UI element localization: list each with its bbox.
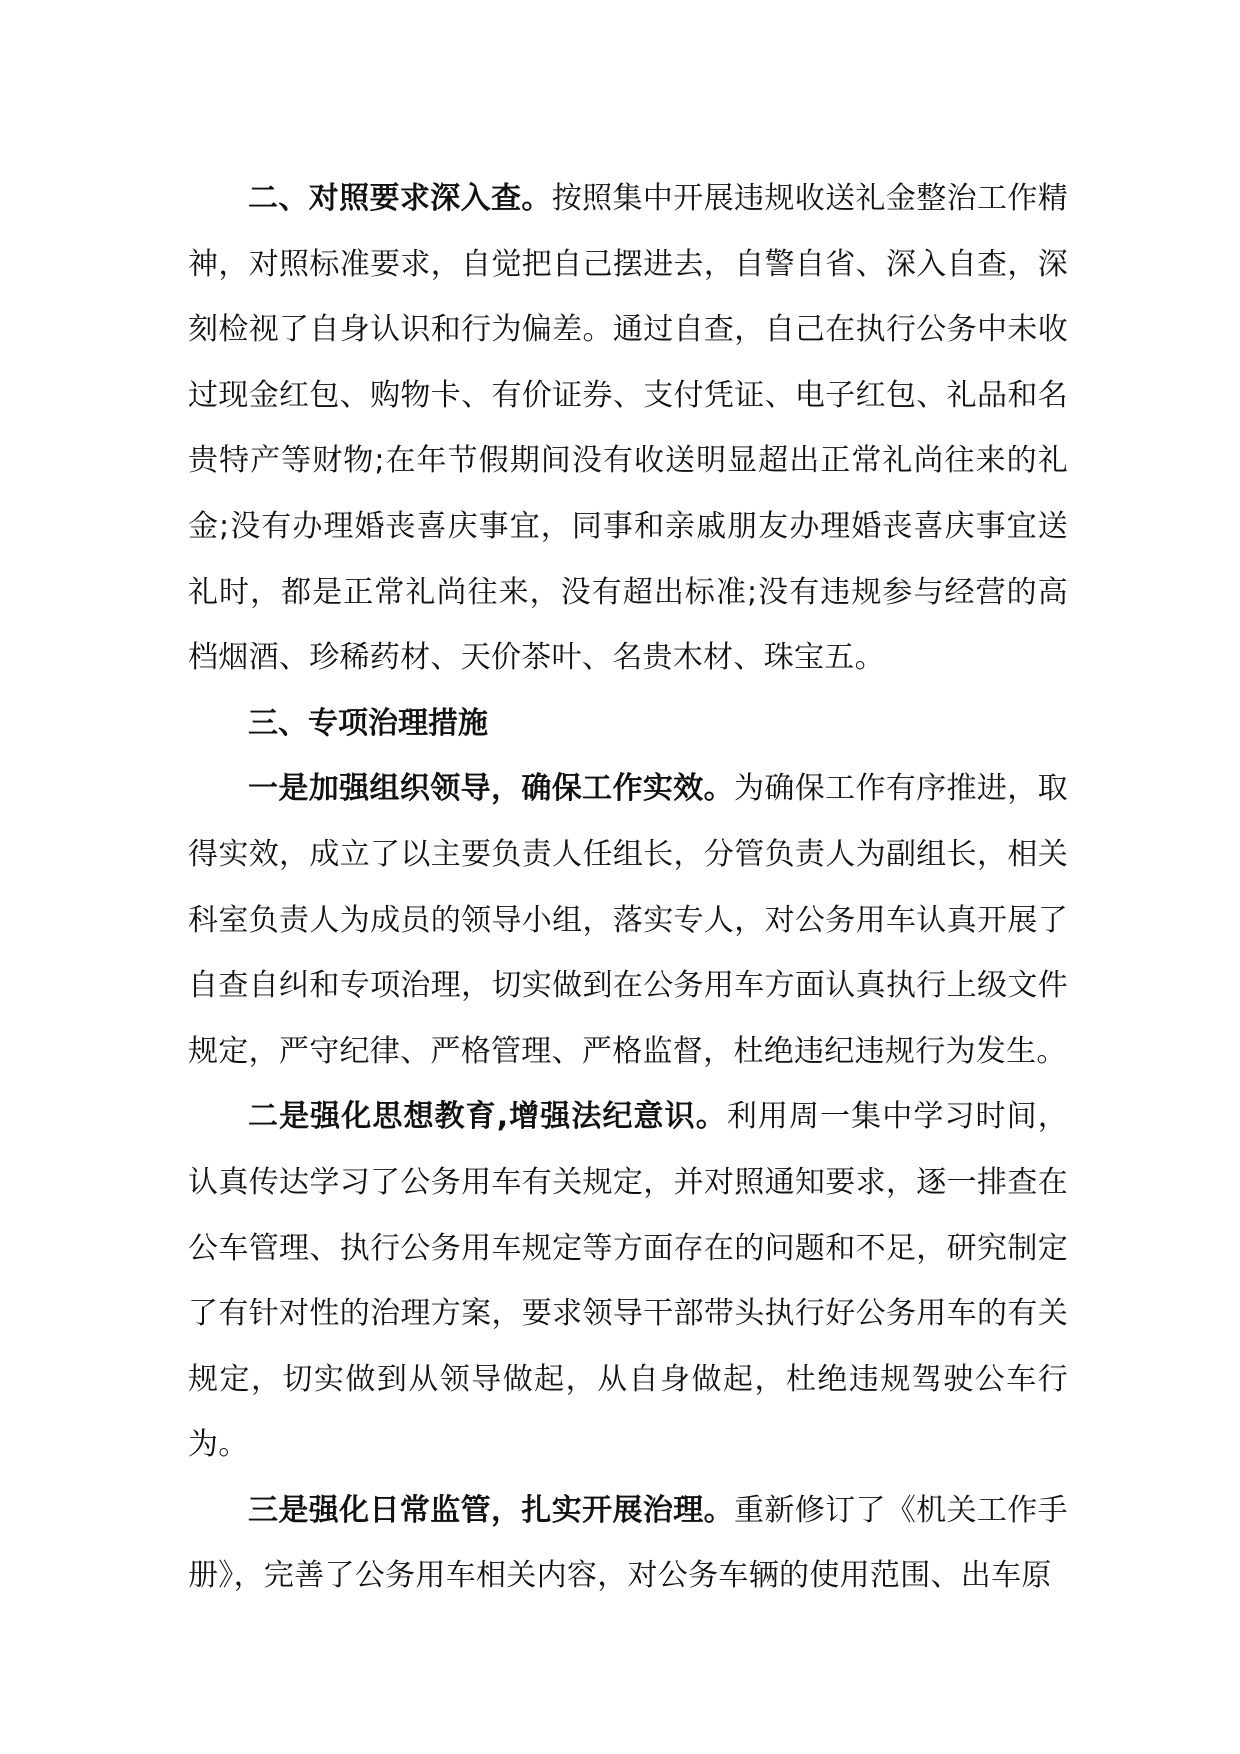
- paragraph-lead: 二、对照要求深入查。: [248, 181, 552, 216]
- paragraph-text: 利用周一集中学习时间，认真传达学习了公务用车有关规定，并对照通知要求，逐一排查在公车管理、执行公务用车规定等方面存在的问题和不足，研究制定了有针对性的治理方案，要求领导干部带头执行好公务用车的有关规定，切实做到从领导做起，从自身做起，杜绝违规驾驶公车行为。: [188, 1099, 1068, 1463]
- paragraph-education: [188, 1084, 1068, 1478]
- document-body: [188, 166, 1068, 1609]
- paragraph-text: 按照集中开展违规收送礼金整治工作精神，对照标准要求，自觉把自己摆进去，自警自省、深入自查，深刻检视了自身认识和行为偏差。通过自查，自己在执行公务中未收过现金红包、购物卡、有价证券、支付凭证、电子红包、礼品和名贵特产等财物;在年节假期间没有收送明显超出正常礼尚往来的礼金;没有办理婚丧喜庆事宜，同事和亲戚朋友办理婚丧喜庆事宜送礼时，都是正常礼尚往来，没有超出标准;没有违规参与经营的高档烟酒、珍稀药材、天价茶叶、名贵木材、珠宝五。: [188, 181, 1068, 676]
- paragraph-lead: 二是强化思想教育,增强法纪意识。: [248, 1099, 727, 1135]
- paragraph-supervision: [188, 1478, 1068, 1609]
- paragraph-text: 重新修订了《机关工作手册》，完善了公务用车相关内容，对公务车辆的使用范围、出车原: [188, 1492, 1068, 1594]
- paragraph-lead: 三是强化日常监管，扎实开展治理。: [248, 1492, 734, 1528]
- section-heading: 三、专项治理措施: [248, 705, 488, 741]
- paragraph-text: 为确保工作有序推进，取得实效，成立了以主要负责人任组长，分管负责人为副组长，相关科室负责人为成员的领导小组，落实专人，对公务用车认真开展了自查自纠和专项治理，切实做到在公务用车方面认真执行上级文件规定，严守纪律、严格管理、严格监督，杜绝违纪违规行为发生。: [188, 771, 1068, 1069]
- paragraph-lead: 一是加强组织领导，确保工作实效。: [248, 771, 734, 807]
- paragraph-organization: [188, 756, 1068, 1084]
- paragraph-self-inspection: [188, 166, 1068, 691]
